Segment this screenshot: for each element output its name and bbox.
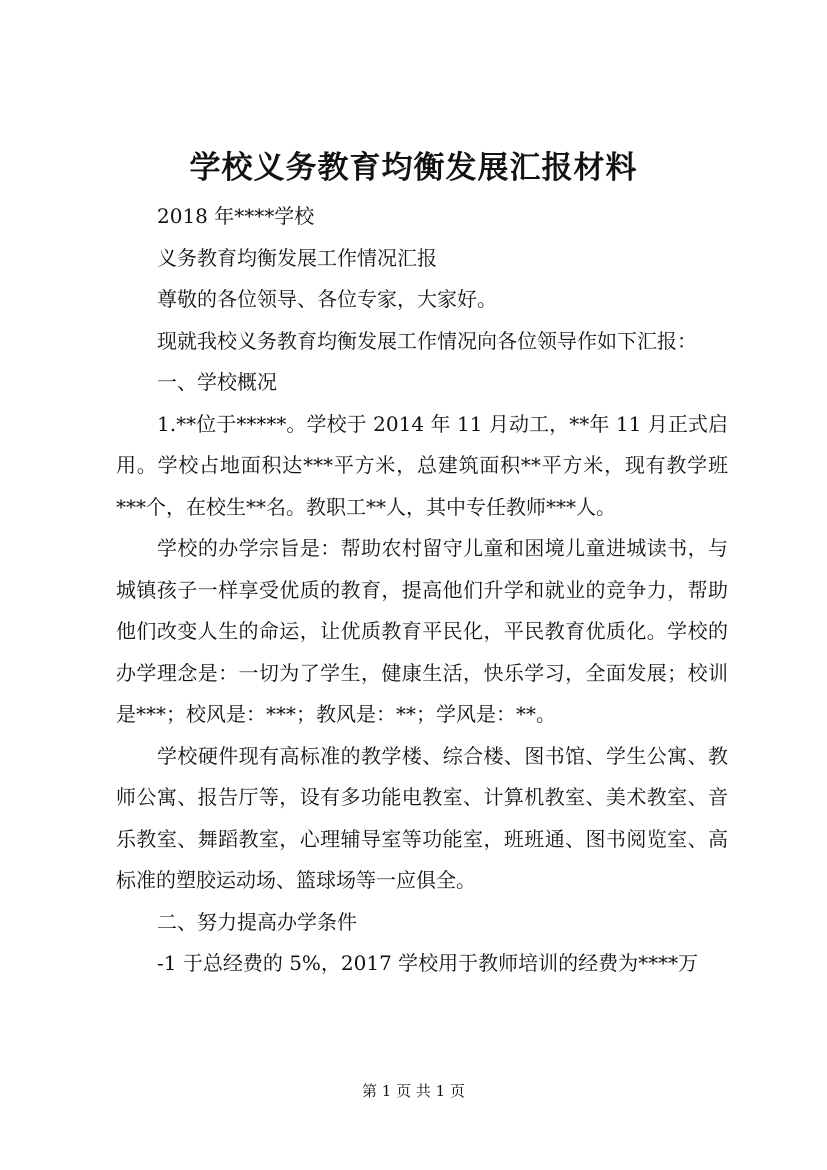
paragraph-greeting: 尊敬的各位领导、各位专家，大家好。 xyxy=(157,287,497,311)
paragraph-school-location: 1.**位于*****。学校于 2014 年 11 月动工，**年 11 月正式启用。学校占地面积达***平方米，总建筑面积**平方米，现有教学班***个，在校生**名。教职工**人，其中专任教师***人。 xyxy=(116,411,728,519)
paragraph-report-subtitle: 义务教育均衡发展工作情况汇报 xyxy=(157,245,437,270)
paragraph-school-mission: 学校的办学宗旨是：帮助农村留守儿童和困境儿童进城读书，与城镇孩子一样享受优质的教育，提高他们升学和就业的竞争力，帮助他们改变人生的命运，让优质教育平民化，平民教育优质化。学校的办学理念是：一切为了学生，健康生活，快乐学习，全面发展；校训是***；校风是：***；教风是：**；学风是：**。 xyxy=(116,536,728,726)
document-body xyxy=(116,196,728,985)
section-heading-school-overview: 一、学校概况 xyxy=(157,370,277,394)
paragraph-school-facilities: 学校硬件现有高标准的教学楼、综合楼、图书馆、学生公寓、教师公寓、报告厅等，设有多功能电教室、计算机教室、美术教室、音乐教室、舞蹈教室，心理辅导室等功能室，班班通、图书阅览室、高标准的塑胶运动场、篮球场等一应俱全。 xyxy=(116,743,728,892)
paragraph-intro: 现就我校义务教育均衡发展工作情况向各位领导作如下汇报： xyxy=(157,328,697,353)
page-footer: 第 1 页 共 1 页 xyxy=(362,1082,465,1100)
paragraph-school-year: 2018 年****学校 xyxy=(157,204,315,228)
document-title: 学校义务教育均衡发展汇报材料 xyxy=(189,150,638,186)
section-heading-improve-conditions: 二、努力提高办学条件 xyxy=(157,909,357,934)
paragraph-training-funds: -1 于总经费的 5%，2017 学校用于教师培训的经费为****万 xyxy=(157,951,699,975)
